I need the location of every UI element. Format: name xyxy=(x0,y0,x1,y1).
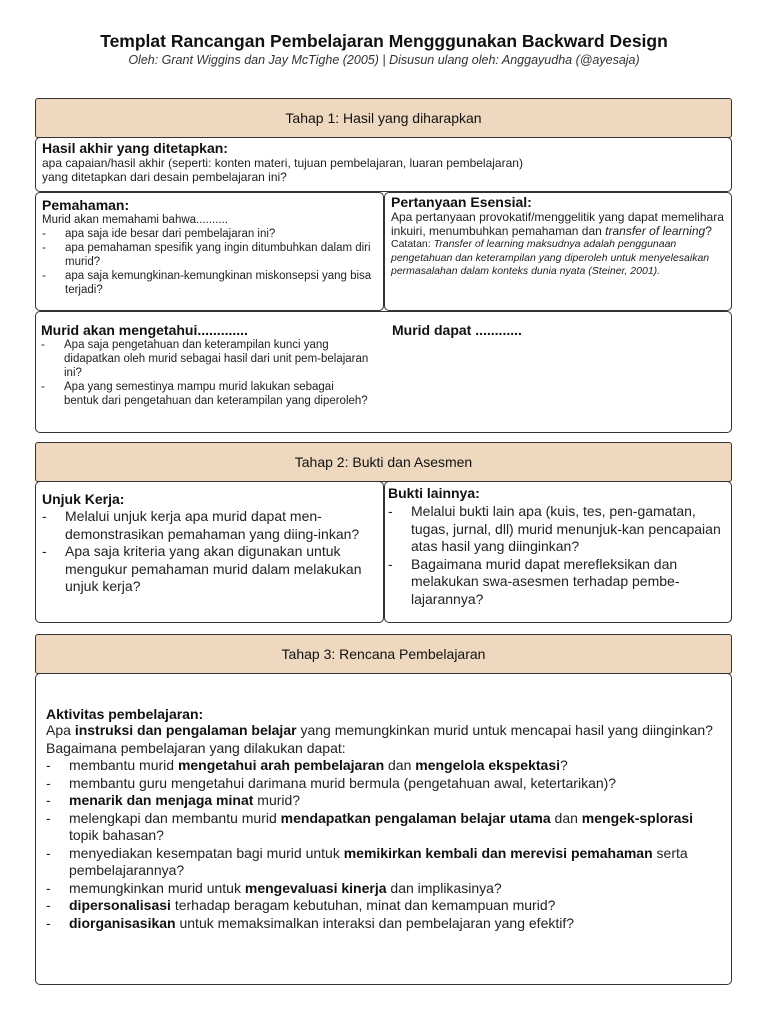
stage3-header: Tahap 3: Rencana Pembelajaran xyxy=(35,634,732,674)
pengetahuan-box xyxy=(35,311,732,433)
aktivitas-item: - dipersonalisasi terhadap beragam kebutuhan, minat dan kemampuan murid? xyxy=(46,897,723,915)
aktivitas-item: - menyediakan kesempatan bagi murid untuk memikirkan kembali dan merevisi pemahaman serta pembelajarannya? xyxy=(46,845,723,880)
hasil-akhir-box xyxy=(35,137,732,192)
pemahaman-item: - apa saja ide besar dari pembelajaran ini? xyxy=(42,227,377,241)
aktivitas-heading: Aktivitas pembelajaran: xyxy=(46,706,204,722)
pertanyaan-esensial-note: Catatan: Transfer of learning maksudnya adalah penggunaan pengetahuan dan keterampilan yang diperoleh untuk menyelesaikan permasalahan dalam konteks dunia nyata (Steiner, 2001). xyxy=(391,238,710,277)
aktivitas-item: - memungkinkan murid untuk mengevaluasi kinerja dan implikasinya? xyxy=(46,880,723,898)
aktivitas-box xyxy=(35,673,732,985)
pemahaman-intro: Murid akan memahami bahwa.......... xyxy=(42,214,228,226)
unjuk-kerja-item: - Melalui unjuk kerja apa murid dapat men-demonstrasikan pemahaman yang diing-inkan? xyxy=(42,508,377,543)
unjuk-kerja-list xyxy=(42,508,377,596)
unjuk-kerja-box xyxy=(35,481,384,623)
murid-mengetahui-list xyxy=(41,338,371,408)
unjuk-kerja-heading: Unjuk Kerja: xyxy=(42,491,125,507)
aktivitas-item: - membantu murid mengetahui arah pembelajaran dan mengelola ekspektasi? xyxy=(46,757,723,775)
bukti-lainnya-item: - Melalui bukti lain apa (kuis, tes, pen-gamatan, tugas, jurnal, dll) murid menunjuk-kan pencapaian atas hasil yang diinginkan? xyxy=(388,503,726,556)
stage2-header: Tahap 2: Bukti dan Asesmen xyxy=(35,442,732,482)
pemahaman-item: - apa pemahaman spesifik yang ingin ditumbuhkan dalam diri murid? xyxy=(42,241,377,269)
unjuk-kerja-item: - Apa saja kriteria yang akan digunakan untuk mengukur pemahaman murid dalam melakukan unjuk kerja? xyxy=(42,543,377,596)
hasil-akhir-heading: Hasil akhir yang ditetapkan: xyxy=(42,140,228,156)
aktivitas-list xyxy=(46,757,723,932)
aktivitas-intro-2: Bagaimana pembelajaran yang dilakukan dapat: xyxy=(46,739,346,756)
stage1-header: Tahap 1: Hasil yang diharapkan xyxy=(35,98,732,138)
murid-mengetahui-item: - Apa yang semestinya mampu murid lakukan sebagai bentuk dari pengetahuan dan keterampilan yang diperoleh? xyxy=(41,380,371,408)
aktivitas-item: - membantu guru mengetahui darimana murid bermula (pengetahuan awal, ketertarikan)? xyxy=(46,775,723,793)
pemahaman-box xyxy=(35,192,384,311)
pertanyaan-esensial-heading: Pertanyaan Esensial: xyxy=(391,194,532,210)
aktivitas-intro: Apa instruksi dan pengalaman belajar yang memungkinkan murid untuk mencapai hasil yang diinginkan? xyxy=(46,722,713,738)
page-title: Templat Rancangan Pembelajaran Mengggunakan Backward Design xyxy=(100,31,668,51)
pemahaman-heading: Pemahaman: xyxy=(42,197,130,213)
hasil-akhir-text-1: apa capaian/hasil akhir (seperti: konten materi, tujuan pembelajaran, luaran pembelajaran) xyxy=(42,156,523,170)
bukti-lainnya-item: - Bagaimana murid dapat merefleksikan dan melakukan swa-asesmen terhadap pembe-lajarannya? xyxy=(388,556,726,609)
murid-dapat-heading: Murid dapat ............ xyxy=(392,322,522,338)
bukti-lainnya-list xyxy=(388,503,726,608)
hasil-akhir-text-2: yang ditetapkan dari desain pembelajaran ini? xyxy=(42,170,287,184)
page-subtitle: Oleh: Grant Wiggins dan Jay McTighe (2005) | Disusun ulang oleh: Anggayudha (@ayesaja) xyxy=(128,53,640,67)
pemahaman-list xyxy=(42,227,377,297)
pertanyaan-esensial-text: Apa pertanyaan provokatif/menggelitik yang dapat memelihara inkuiri, menumbuhkan pemahaman dan transfer of learning? xyxy=(391,210,724,238)
murid-mengetahui-heading: Murid akan mengetahui............. xyxy=(41,322,248,338)
pertanyaan-esensial-box xyxy=(384,192,732,311)
aktivitas-item: - melengkapi dan membantu murid mendapatkan pengalaman belajar utama dan mengek-splorasi topik bahasan? xyxy=(46,810,723,845)
bukti-lainnya-box xyxy=(384,481,732,623)
aktivitas-item: - menarik dan menjaga minat murid? xyxy=(46,792,723,810)
aktivitas-item: - diorganisasikan untuk memaksimalkan interaksi dan pembelajaran yang efektif? xyxy=(46,915,723,933)
murid-mengetahui-item: - Apa saja pengetahuan dan keterampilan kunci yang didapatkan oleh murid sebagai hasil dari unit pem-belajaran ini? xyxy=(41,338,371,380)
bukti-lainnya-heading: Bukti lainnya: xyxy=(388,485,480,501)
pemahaman-item: - apa saja kemungkinan-kemungkinan miskonsepsi yang bisa terjadi? xyxy=(42,269,377,297)
